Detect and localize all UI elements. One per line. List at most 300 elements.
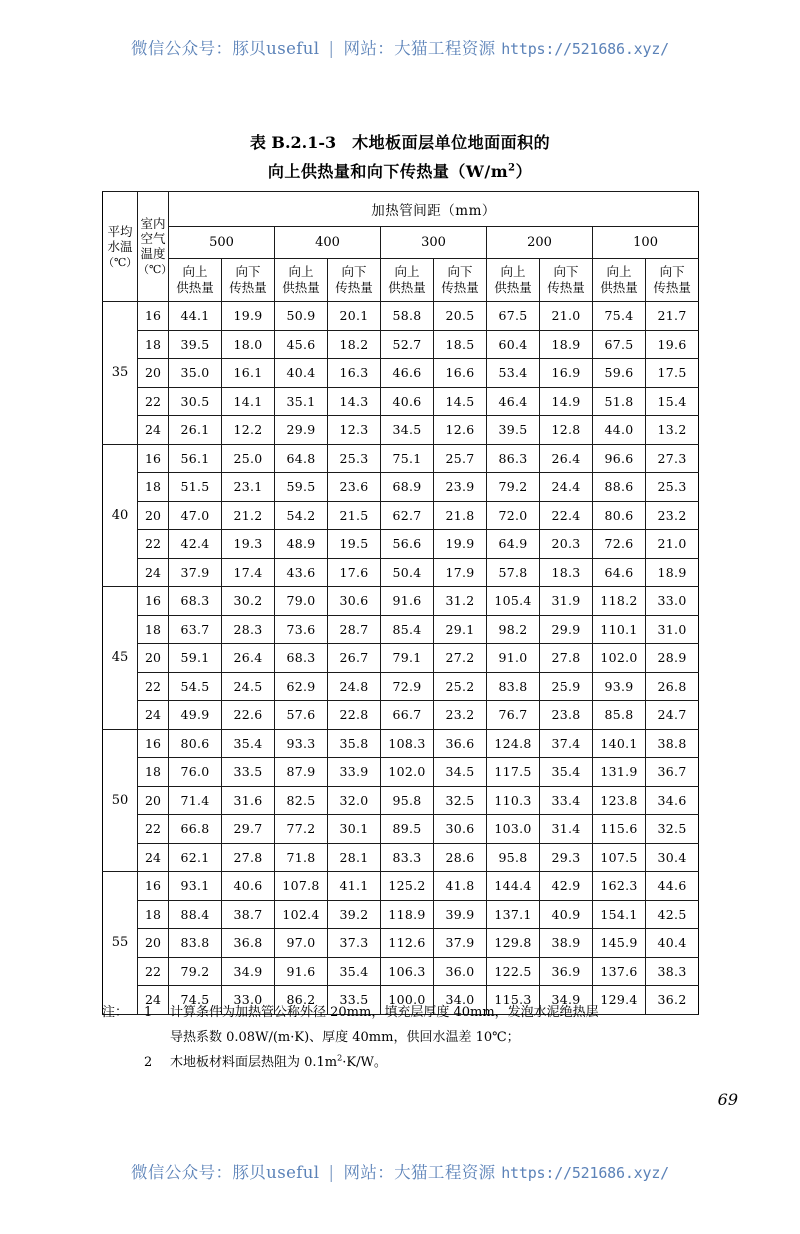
cell-heat-value: 24.4 — [540, 473, 593, 502]
cell-heat-value: 32.5 — [434, 786, 487, 815]
cell-heat-value: 21.0 — [646, 530, 699, 559]
cell-heat-value: 24.7 — [646, 701, 699, 730]
cell-heat-value: 117.5 — [487, 758, 540, 787]
cell-heat-value: 16.3 — [328, 359, 381, 388]
cell-heat-value: 71.8 — [275, 843, 328, 872]
cell-heat-value: 88.4 — [169, 900, 222, 929]
cell-heat-value: 42.5 — [646, 900, 699, 929]
header-upward-200 — [487, 259, 540, 302]
cell-heat-value: 25.0 — [222, 444, 275, 473]
table-number: 表 B.2.1-3 — [249, 133, 337, 152]
cell-heat-value: 36.6 — [434, 729, 487, 758]
cell-heat-value: 34.0 — [434, 986, 487, 1015]
watermark-header — [0, 35, 800, 59]
cell-heat-value: 23.9 — [434, 473, 487, 502]
cell-heat-value: 36.8 — [222, 929, 275, 958]
header-spacing-400: 400 — [275, 227, 381, 259]
cell-indoor-air-temp: 24 — [138, 701, 169, 730]
cell-heat-value: 79.1 — [381, 644, 434, 673]
table-row — [103, 729, 699, 758]
cell-heat-value: 79.2 — [169, 957, 222, 986]
cell-heat-value: 108.3 — [381, 729, 434, 758]
cell-heat-value: 19.6 — [646, 330, 699, 359]
cell-heat-value: 18.3 — [540, 558, 593, 587]
cell-heat-value: 62.1 — [169, 843, 222, 872]
watermark-wechat-label: 微信公众号：豚贝useful — [130, 39, 320, 58]
cell-heat-value: 79.2 — [487, 473, 540, 502]
cell-heat-value: 33.9 — [328, 758, 381, 787]
cell-heat-value: 91.6 — [381, 587, 434, 616]
cell-heat-value: 24.5 — [222, 672, 275, 701]
header-downward-500 — [222, 259, 275, 302]
table-row — [103, 615, 699, 644]
cell-heat-value: 89.5 — [381, 815, 434, 844]
header-upward-500 — [169, 259, 222, 302]
cell-heat-value: 62.9 — [275, 672, 328, 701]
header-up-line1: 向上 — [288, 264, 314, 279]
note-2-text-prefix: 木地板材料面层热阻为 0.1m — [170, 1055, 338, 1070]
cell-heat-value: 53.4 — [487, 359, 540, 388]
note-item-2 — [102, 1050, 722, 1075]
cell-heat-value: 36.0 — [434, 957, 487, 986]
cell-heat-value: 35.4 — [540, 758, 593, 787]
cell-heat-value: 60.4 — [487, 330, 540, 359]
header-up-line2: 供热量 — [600, 280, 638, 295]
cell-heat-value: 125.2 — [381, 872, 434, 901]
cell-heat-value: 79.0 — [275, 587, 328, 616]
cell-heat-value: 28.1 — [328, 843, 381, 872]
cell-heat-value: 29.9 — [540, 615, 593, 644]
header-spacing-500: 500 — [169, 227, 275, 259]
cell-heat-value: 17.4 — [222, 558, 275, 587]
cell-heat-value: 20.3 — [540, 530, 593, 559]
cell-heat-value: 27.8 — [222, 843, 275, 872]
table-row — [103, 444, 699, 473]
cell-heat-value: 33.0 — [222, 986, 275, 1015]
cell-heat-value: 22.6 — [222, 701, 275, 730]
table-notes — [102, 1000, 722, 1075]
table-title-unit-suffix: ） — [515, 162, 533, 181]
cell-heat-value: 59.6 — [593, 359, 646, 388]
cell-heat-value: 30.5 — [169, 387, 222, 416]
cell-heat-value: 54.2 — [275, 501, 328, 530]
cell-heat-value: 91.6 — [275, 957, 328, 986]
watermark-wechat-label: 微信公众号：豚贝useful — [130, 1163, 320, 1182]
cell-heat-value: 52.7 — [381, 330, 434, 359]
cell-heat-value: 40.4 — [275, 359, 328, 388]
cell-heat-value: 64.6 — [593, 558, 646, 587]
header-up-line1: 向上 — [394, 264, 420, 279]
cell-heat-value: 129.4 — [593, 986, 646, 1015]
cell-indoor-air-temp: 24 — [138, 558, 169, 587]
cell-heat-value: 34.5 — [381, 416, 434, 445]
cell-heat-value: 12.2 — [222, 416, 275, 445]
table-title-line-1 — [0, 128, 800, 157]
cell-heat-value: 98.2 — [487, 615, 540, 644]
cell-heat-value: 14.1 — [222, 387, 275, 416]
cell-heat-value: 129.8 — [487, 929, 540, 958]
header-mean-water-temp-unit: （℃） — [103, 255, 138, 269]
header-spacing-200: 200 — [487, 227, 593, 259]
cell-heat-value: 144.4 — [487, 872, 540, 901]
header-downward-300 — [434, 259, 487, 302]
header-upward-300 — [381, 259, 434, 302]
cell-heat-value: 26.8 — [646, 672, 699, 701]
cell-heat-value: 49.9 — [169, 701, 222, 730]
cell-heat-value: 30.6 — [434, 815, 487, 844]
cell-indoor-air-temp: 24 — [138, 416, 169, 445]
cell-indoor-air-temp: 22 — [138, 672, 169, 701]
page-number: 69 — [717, 1090, 738, 1109]
cell-heat-value: 57.8 — [487, 558, 540, 587]
cell-heat-value: 21.2 — [222, 501, 275, 530]
cell-heat-value: 18.9 — [646, 558, 699, 587]
header-downward-100 — [646, 259, 699, 302]
cell-heat-value: 42.4 — [169, 530, 222, 559]
cell-heat-value: 16.9 — [540, 359, 593, 388]
header-up-line1: 向上 — [500, 264, 526, 279]
header-down-line1: 向下 — [553, 264, 579, 279]
cell-heat-value: 33.5 — [222, 758, 275, 787]
cell-heat-value: 118.2 — [593, 587, 646, 616]
cell-heat-value: 96.6 — [593, 444, 646, 473]
watermark-separator: | — [328, 39, 335, 58]
cell-heat-value: 66.8 — [169, 815, 222, 844]
cell-mean-water-temp: 35 — [103, 302, 138, 445]
note-1-line-1: 计算条件为加热管公称外径 20mm，填充层厚度 40mm，发泡水泥绝热层 — [170, 1005, 599, 1020]
header-indoor-air-temp-label: 室内空气温度 — [140, 216, 166, 261]
cell-heat-value: 36.2 — [646, 986, 699, 1015]
cell-heat-value: 44.6 — [646, 872, 699, 901]
cell-heat-value: 154.1 — [593, 900, 646, 929]
cell-heat-value: 39.5 — [169, 330, 222, 359]
cell-heat-value: 106.3 — [381, 957, 434, 986]
cell-indoor-air-temp: 20 — [138, 644, 169, 673]
cell-heat-value: 15.4 — [646, 387, 699, 416]
cell-indoor-air-temp: 18 — [138, 473, 169, 502]
table-body — [103, 302, 699, 1015]
cell-heat-value: 140.1 — [593, 729, 646, 758]
header-up-line2: 供热量 — [176, 280, 214, 295]
cell-heat-value: 25.3 — [328, 444, 381, 473]
cell-heat-value: 54.5 — [169, 672, 222, 701]
cell-heat-value: 91.0 — [487, 644, 540, 673]
cell-heat-value: 16.6 — [434, 359, 487, 388]
cell-indoor-air-temp: 18 — [138, 758, 169, 787]
cell-heat-value: 110.3 — [487, 786, 540, 815]
cell-heat-value: 42.9 — [540, 872, 593, 901]
cell-indoor-air-temp: 16 — [138, 302, 169, 331]
table-row — [103, 843, 699, 872]
table-header-row-direction — [103, 259, 699, 302]
table-row — [103, 501, 699, 530]
cell-heat-value: 86.2 — [275, 986, 328, 1015]
note-2-text-suffix: ·K/W。 — [342, 1055, 387, 1070]
cell-heat-value: 34.6 — [646, 786, 699, 815]
cell-heat-value: 21.0 — [540, 302, 593, 331]
table-header-row-spacings — [103, 227, 699, 259]
cell-heat-value: 93.3 — [275, 729, 328, 758]
table-title — [0, 128, 800, 186]
cell-heat-value: 36.9 — [540, 957, 593, 986]
cell-heat-value: 102.4 — [275, 900, 328, 929]
table-row — [103, 558, 699, 587]
cell-heat-value: 23.6 — [328, 473, 381, 502]
cell-heat-value: 103.0 — [487, 815, 540, 844]
cell-heat-value: 46.6 — [381, 359, 434, 388]
cell-heat-value: 14.3 — [328, 387, 381, 416]
cell-heat-value: 23.2 — [646, 501, 699, 530]
cell-heat-value: 12.8 — [540, 416, 593, 445]
cell-heat-value: 26.7 — [328, 644, 381, 673]
cell-heat-value: 95.8 — [487, 843, 540, 872]
cell-mean-water-temp: 45 — [103, 587, 138, 730]
cell-heat-value: 31.9 — [540, 587, 593, 616]
cell-heat-value: 100.0 — [381, 986, 434, 1015]
header-down-line2: 传热量 — [229, 280, 267, 295]
cell-heat-value: 38.3 — [646, 957, 699, 986]
cell-heat-value: 59.5 — [275, 473, 328, 502]
cell-heat-value: 14.9 — [540, 387, 593, 416]
cell-heat-value: 33.0 — [646, 587, 699, 616]
note-2-superscript: 2 — [337, 1053, 343, 1063]
cell-heat-value: 34.5 — [434, 758, 487, 787]
cell-heat-value: 83.8 — [487, 672, 540, 701]
cell-heat-value: 29.3 — [540, 843, 593, 872]
header-up-line2: 供热量 — [494, 280, 532, 295]
cell-heat-value: 16.1 — [222, 359, 275, 388]
cell-heat-value: 14.5 — [434, 387, 487, 416]
cell-heat-value: 31.4 — [540, 815, 593, 844]
watermark-url: https://521686.xyz/ — [501, 1164, 669, 1182]
header-mean-water-temp — [103, 192, 138, 302]
cell-heat-value: 107.5 — [593, 843, 646, 872]
cell-indoor-air-temp: 16 — [138, 872, 169, 901]
cell-heat-value: 28.3 — [222, 615, 275, 644]
header-spacing-300: 300 — [381, 227, 487, 259]
table-row — [103, 672, 699, 701]
cell-heat-value: 22.4 — [540, 501, 593, 530]
cell-heat-value: 33.4 — [540, 786, 593, 815]
cell-indoor-air-temp: 20 — [138, 359, 169, 388]
cell-heat-value: 41.8 — [434, 872, 487, 901]
cell-heat-value: 27.8 — [540, 644, 593, 673]
cell-indoor-air-temp: 16 — [138, 587, 169, 616]
header-indoor-air-temp — [138, 192, 173, 302]
cell-indoor-air-temp: 16 — [138, 444, 169, 473]
cell-heat-value: 29.1 — [434, 615, 487, 644]
cell-heat-value: 68.3 — [275, 644, 328, 673]
cell-heat-value: 58.8 — [381, 302, 434, 331]
cell-heat-value: 50.9 — [275, 302, 328, 331]
cell-heat-value: 50.4 — [381, 558, 434, 587]
cell-heat-value: 115.6 — [593, 815, 646, 844]
cell-heat-value: 37.3 — [328, 929, 381, 958]
cell-heat-value: 21.7 — [646, 302, 699, 331]
cell-heat-value: 34.9 — [540, 986, 593, 1015]
cell-heat-value: 68.9 — [381, 473, 434, 502]
cell-heat-value: 124.8 — [487, 729, 540, 758]
cell-heat-value: 68.3 — [169, 587, 222, 616]
cell-heat-value: 26.1 — [169, 416, 222, 445]
note-1-continuation — [102, 1025, 722, 1050]
cell-heat-value: 76.0 — [169, 758, 222, 787]
cell-indoor-air-temp: 22 — [138, 815, 169, 844]
cell-heat-value: 20.5 — [434, 302, 487, 331]
watermark-site-label: 网站：大猫工程资源 — [343, 1163, 496, 1182]
header-up-line1: 向上 — [182, 264, 208, 279]
table-row — [103, 530, 699, 559]
table-title-text: 木地板面层单位地面面积的 — [352, 133, 551, 152]
cell-heat-value: 64.9 — [487, 530, 540, 559]
cell-heat-value: 131.9 — [593, 758, 646, 787]
cell-heat-value: 72.9 — [381, 672, 434, 701]
cell-indoor-air-temp: 22 — [138, 957, 169, 986]
cell-heat-value: 85.8 — [593, 701, 646, 730]
cell-heat-value: 107.8 — [275, 872, 328, 901]
header-down-line2: 传热量 — [335, 280, 373, 295]
cell-heat-value: 17.6 — [328, 558, 381, 587]
header-down-line1: 向下 — [659, 264, 685, 279]
cell-heat-value: 23.2 — [434, 701, 487, 730]
table-row — [103, 872, 699, 901]
cell-heat-value: 145.9 — [593, 929, 646, 958]
cell-heat-value: 76.7 — [487, 701, 540, 730]
cell-heat-value: 115.3 — [487, 986, 540, 1015]
cell-heat-value: 59.1 — [169, 644, 222, 673]
cell-heat-value: 44.1 — [169, 302, 222, 331]
cell-heat-value: 75.1 — [381, 444, 434, 473]
cell-indoor-air-temp: 24 — [138, 986, 169, 1015]
cell-indoor-air-temp: 22 — [138, 530, 169, 559]
header-down-line1: 向下 — [235, 264, 261, 279]
cell-heat-value: 25.3 — [646, 473, 699, 502]
cell-mean-water-temp: 55 — [103, 872, 138, 1015]
cell-heat-value: 25.7 — [434, 444, 487, 473]
cell-heat-value: 80.6 — [593, 501, 646, 530]
cell-heat-value: 102.0 — [381, 758, 434, 787]
cell-heat-value: 31.0 — [646, 615, 699, 644]
cell-heat-value: 38.9 — [540, 929, 593, 958]
table-row — [103, 758, 699, 787]
cell-heat-value: 71.4 — [169, 786, 222, 815]
header-spacing-100: 100 — [593, 227, 699, 259]
cell-heat-value: 27.2 — [434, 644, 487, 673]
cell-heat-value: 36.7 — [646, 758, 699, 787]
cell-indoor-air-temp: 18 — [138, 330, 169, 359]
cell-heat-value: 23.1 — [222, 473, 275, 502]
cell-heat-value: 35.4 — [222, 729, 275, 758]
header-indoor-air-temp-unit: （℃） — [138, 263, 173, 276]
cell-heat-value: 21.5 — [328, 501, 381, 530]
cell-heat-value: 85.4 — [381, 615, 434, 644]
header-up-line2: 供热量 — [388, 280, 426, 295]
cell-heat-value: 38.8 — [646, 729, 699, 758]
cell-heat-value: 37.9 — [434, 929, 487, 958]
cell-heat-value: 12.3 — [328, 416, 381, 445]
cell-heat-value: 35.4 — [328, 957, 381, 986]
cell-heat-value: 30.1 — [328, 815, 381, 844]
cell-heat-value: 40.4 — [646, 929, 699, 958]
note-1-number: 1 — [144, 1005, 153, 1020]
cell-heat-value: 43.6 — [275, 558, 328, 587]
cell-heat-value: 29.7 — [222, 815, 275, 844]
table-row — [103, 786, 699, 815]
cell-heat-value: 122.5 — [487, 957, 540, 986]
cell-heat-value: 56.1 — [169, 444, 222, 473]
cell-heat-value: 93.1 — [169, 872, 222, 901]
cell-heat-value: 19.9 — [434, 530, 487, 559]
cell-heat-value: 30.2 — [222, 587, 275, 616]
cell-heat-value: 123.8 — [593, 786, 646, 815]
table-row — [103, 644, 699, 673]
cell-heat-value: 28.6 — [434, 843, 487, 872]
cell-heat-value: 18.2 — [328, 330, 381, 359]
cell-heat-value: 35.8 — [328, 729, 381, 758]
header-down-line1: 向下 — [447, 264, 473, 279]
cell-heat-value: 24.8 — [328, 672, 381, 701]
table-row — [103, 929, 699, 958]
cell-heat-value: 26.4 — [540, 444, 593, 473]
cell-indoor-air-temp: 22 — [138, 387, 169, 416]
header-downward-200 — [540, 259, 593, 302]
cell-heat-value: 63.7 — [169, 615, 222, 644]
cell-heat-value: 45.6 — [275, 330, 328, 359]
cell-heat-value: 18.5 — [434, 330, 487, 359]
cell-heat-value: 37.9 — [169, 558, 222, 587]
cell-heat-value: 19.5 — [328, 530, 381, 559]
cell-heat-value: 13.2 — [646, 416, 699, 445]
cell-heat-value: 31.6 — [222, 786, 275, 815]
cell-heat-value: 57.6 — [275, 701, 328, 730]
heat-output-table — [102, 191, 699, 1015]
table-header-row-group — [103, 192, 699, 227]
table-row — [103, 701, 699, 730]
cell-indoor-air-temp: 20 — [138, 501, 169, 530]
cell-heat-value: 66.7 — [381, 701, 434, 730]
cell-heat-value: 25.9 — [540, 672, 593, 701]
cell-heat-value: 38.7 — [222, 900, 275, 929]
cell-heat-value: 20.1 — [328, 302, 381, 331]
cell-heat-value: 46.4 — [487, 387, 540, 416]
cell-heat-value: 27.3 — [646, 444, 699, 473]
header-up-line1: 向上 — [606, 264, 632, 279]
cell-heat-value: 28.7 — [328, 615, 381, 644]
cell-heat-value: 21.8 — [434, 501, 487, 530]
cell-mean-water-temp: 40 — [103, 444, 138, 587]
header-downward-400 — [328, 259, 381, 302]
notes-label: 注： — [102, 1005, 129, 1020]
cell-heat-value: 77.2 — [275, 815, 328, 844]
cell-heat-value: 110.1 — [593, 615, 646, 644]
cell-heat-value: 86.3 — [487, 444, 540, 473]
table-row — [103, 302, 699, 331]
cell-heat-value: 40.6 — [381, 387, 434, 416]
cell-heat-value: 83.3 — [381, 843, 434, 872]
cell-heat-value: 39.9 — [434, 900, 487, 929]
watermark-site-label: 网站：大猫工程资源 — [343, 39, 496, 58]
cell-heat-value: 33.5 — [328, 986, 381, 1015]
cell-heat-value: 44.0 — [593, 416, 646, 445]
cell-heat-value: 97.0 — [275, 929, 328, 958]
cell-heat-value: 22.8 — [328, 701, 381, 730]
cell-heat-value: 83.8 — [169, 929, 222, 958]
cell-heat-value: 64.8 — [275, 444, 328, 473]
header-upward-400 — [275, 259, 328, 302]
header-down-line1: 向下 — [341, 264, 367, 279]
cell-heat-value: 137.6 — [593, 957, 646, 986]
cell-heat-value: 31.2 — [434, 587, 487, 616]
